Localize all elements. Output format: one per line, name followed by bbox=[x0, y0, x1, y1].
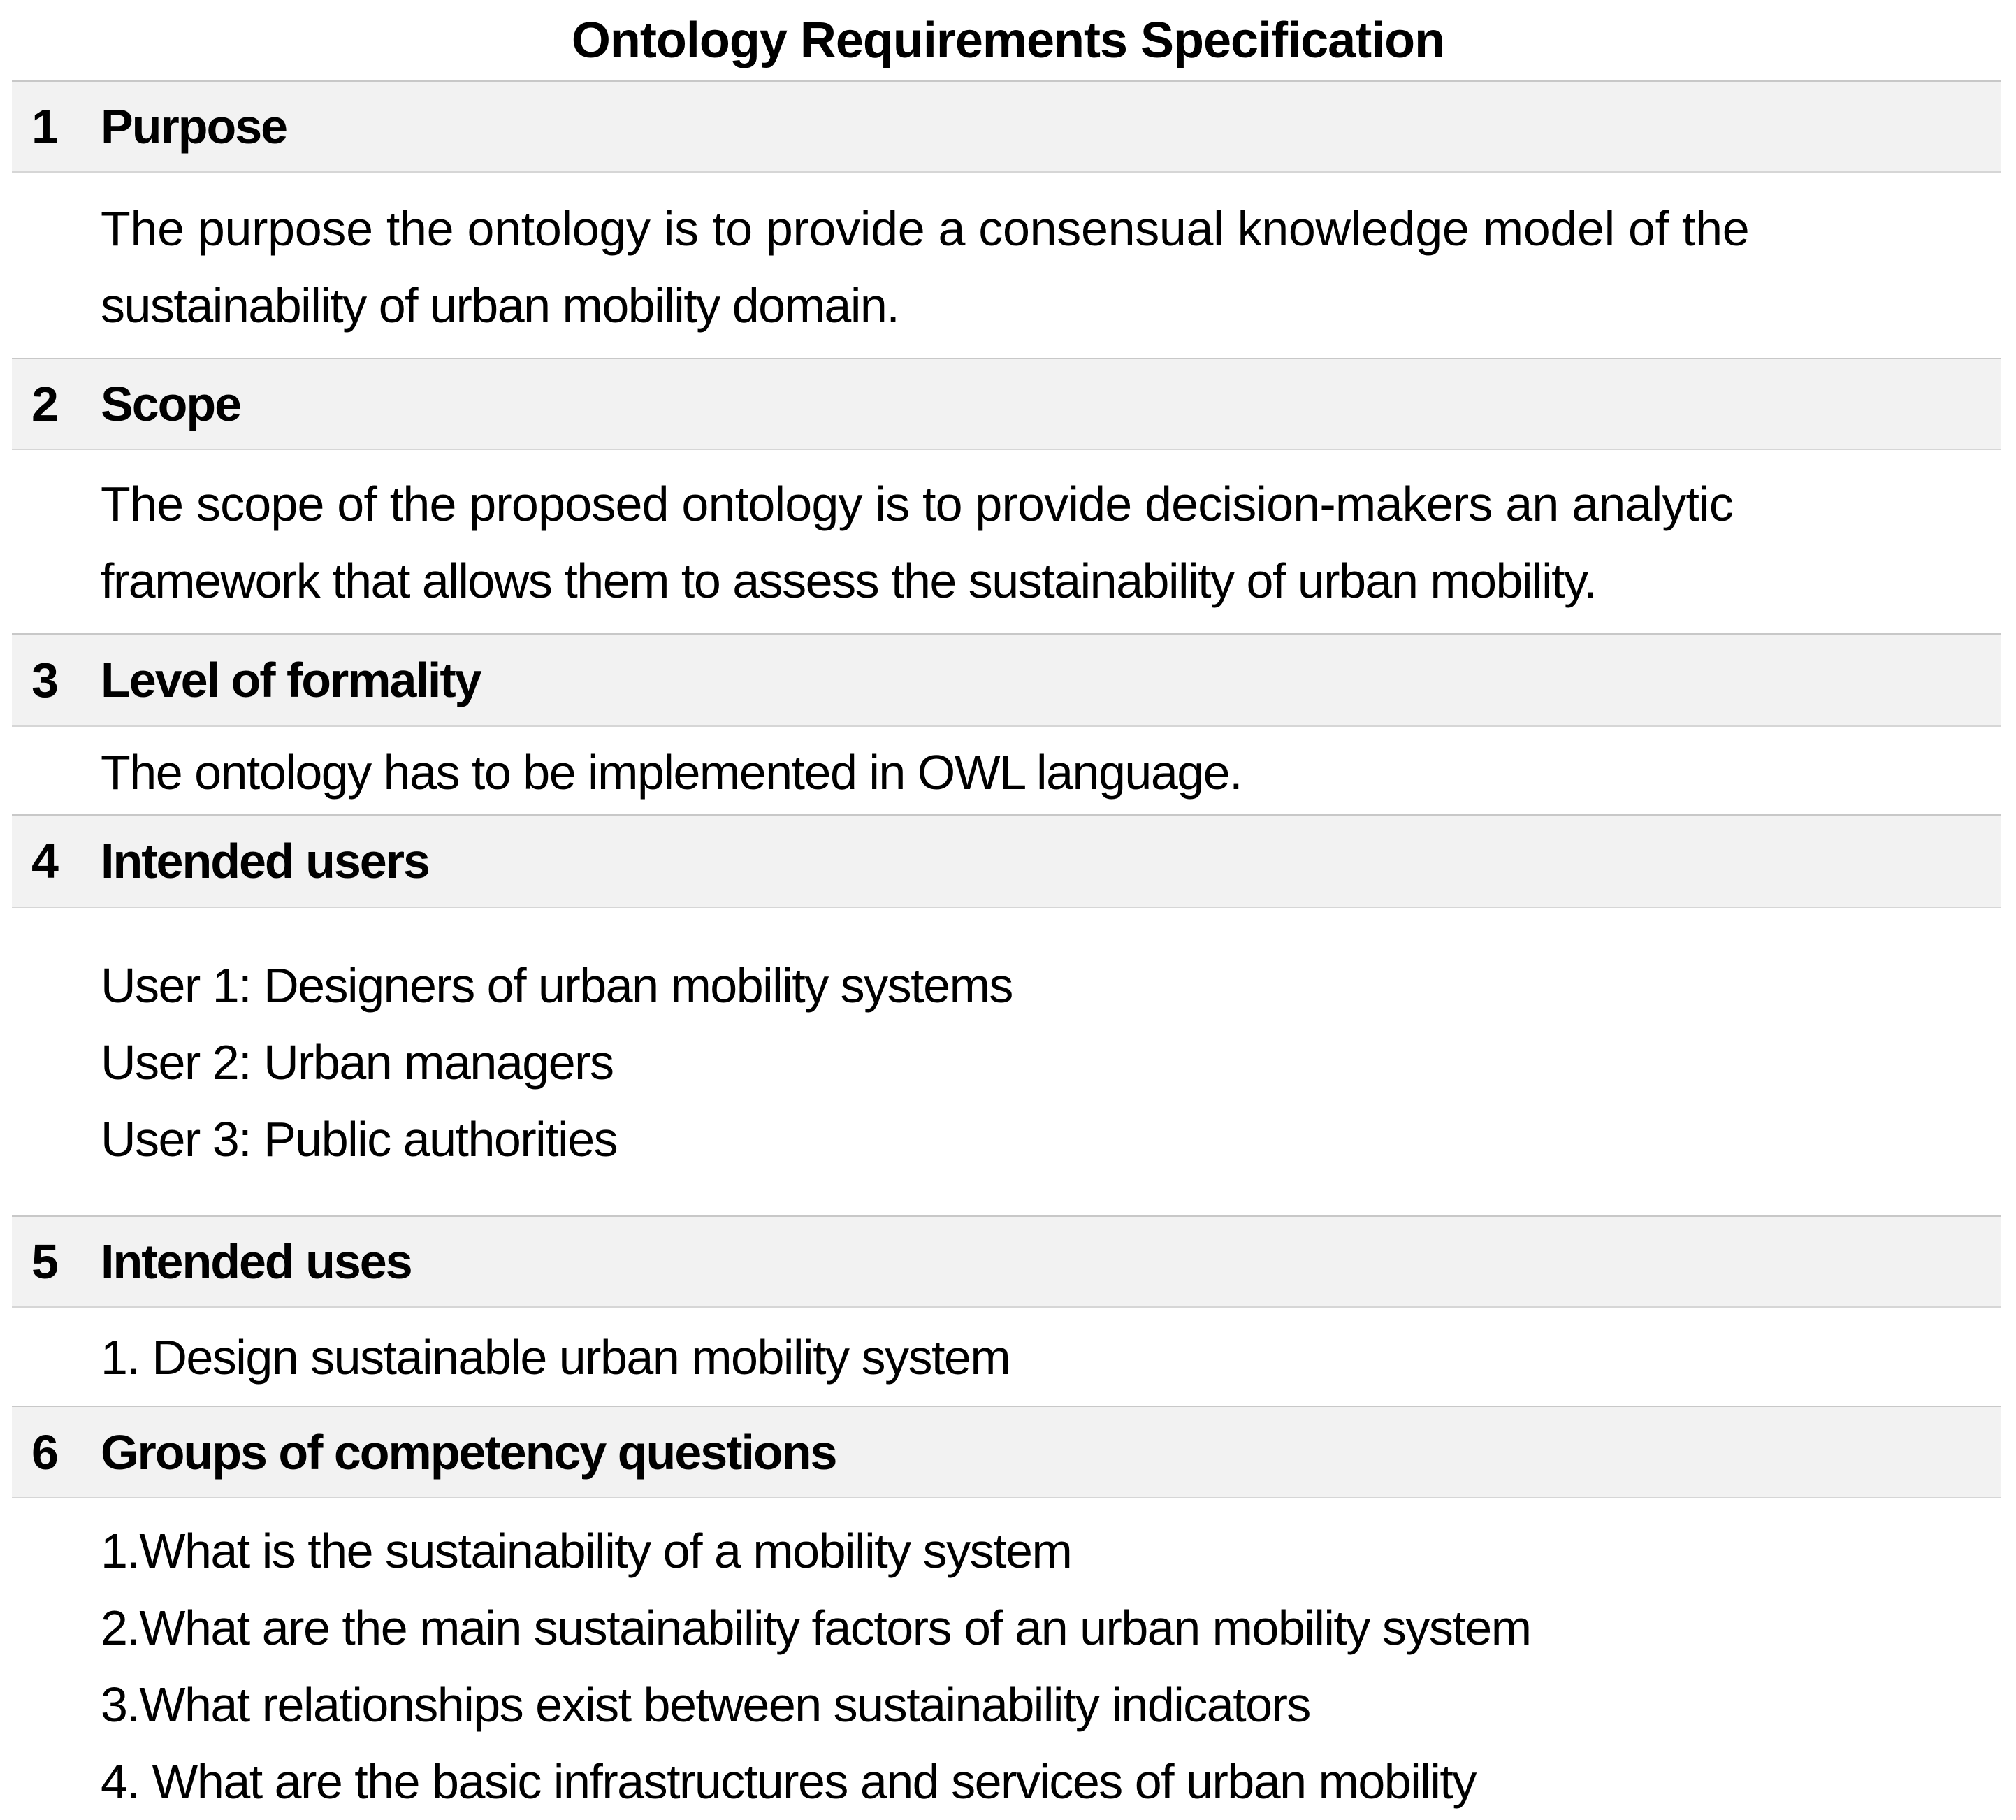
document-title: Ontology Requirements Specification bbox=[571, 13, 1445, 68]
section-heading: Level of formality bbox=[101, 653, 481, 707]
body-line: The ontology has to be implemented in OWL language. bbox=[101, 745, 1242, 800]
section-heading: Purpose bbox=[101, 99, 287, 154]
section-heading: Intended users bbox=[101, 834, 429, 888]
competency-question: 4. What are the basic infrastructures and services of urban mobility bbox=[101, 1754, 1476, 1809]
section-header-level-of-formality bbox=[12, 633, 2001, 727]
user-item: User 2: Urban managers bbox=[101, 1035, 614, 1090]
section-number: 1 bbox=[31, 99, 58, 154]
body-line: sustainability of urban mobility domain. bbox=[101, 278, 899, 333]
competency-question: 3.What relationships exist between sustainability indicators bbox=[101, 1677, 1310, 1732]
competency-question: 1.What is the sustainability of a mobility system bbox=[101, 1524, 1072, 1578]
section-body-purpose bbox=[101, 190, 1973, 344]
body-line: The scope of the proposed ontology is to provide decision-makers an analytic bbox=[101, 477, 1734, 531]
section-heading: Groups of competency questions bbox=[101, 1424, 836, 1480]
section-header-intended-users bbox=[12, 814, 2001, 908]
user-item: User 3: Public authorities bbox=[101, 1112, 618, 1167]
section-header-purpose bbox=[12, 80, 2001, 173]
user-item: User 1: Designers of urban mobility systems bbox=[101, 958, 1013, 1013]
section-header-intended-uses bbox=[12, 1215, 2001, 1308]
section-number: 4 bbox=[31, 834, 58, 888]
section-number: 3 bbox=[31, 653, 58, 707]
section-body-scope bbox=[101, 465, 1973, 619]
section-header-scope bbox=[12, 358, 2001, 450]
section-body-intended-users bbox=[101, 947, 1973, 1178]
use-item: 1. Design sustainable urban mobility system bbox=[101, 1330, 1010, 1385]
section-body-competency-questions bbox=[101, 1512, 1973, 1820]
section-number: 2 bbox=[31, 377, 58, 431]
section-number: 5 bbox=[31, 1234, 58, 1289]
section-body-level-of-formality bbox=[101, 734, 1973, 811]
section-body-intended-uses bbox=[101, 1319, 1973, 1396]
section-heading: Scope bbox=[101, 377, 241, 431]
section-number: 6 bbox=[31, 1424, 58, 1480]
body-line: The purpose the ontology is to provide a consensual knowledge model of the bbox=[101, 201, 1750, 256]
section-header-competency-questions bbox=[12, 1406, 2001, 1498]
body-line: framework that allows them to assess the sustainability of urban mobility. bbox=[101, 554, 1597, 608]
section-heading: Intended uses bbox=[101, 1234, 412, 1289]
competency-question: 2.What are the main sustainability factors of an urban mobility system bbox=[101, 1601, 1531, 1655]
